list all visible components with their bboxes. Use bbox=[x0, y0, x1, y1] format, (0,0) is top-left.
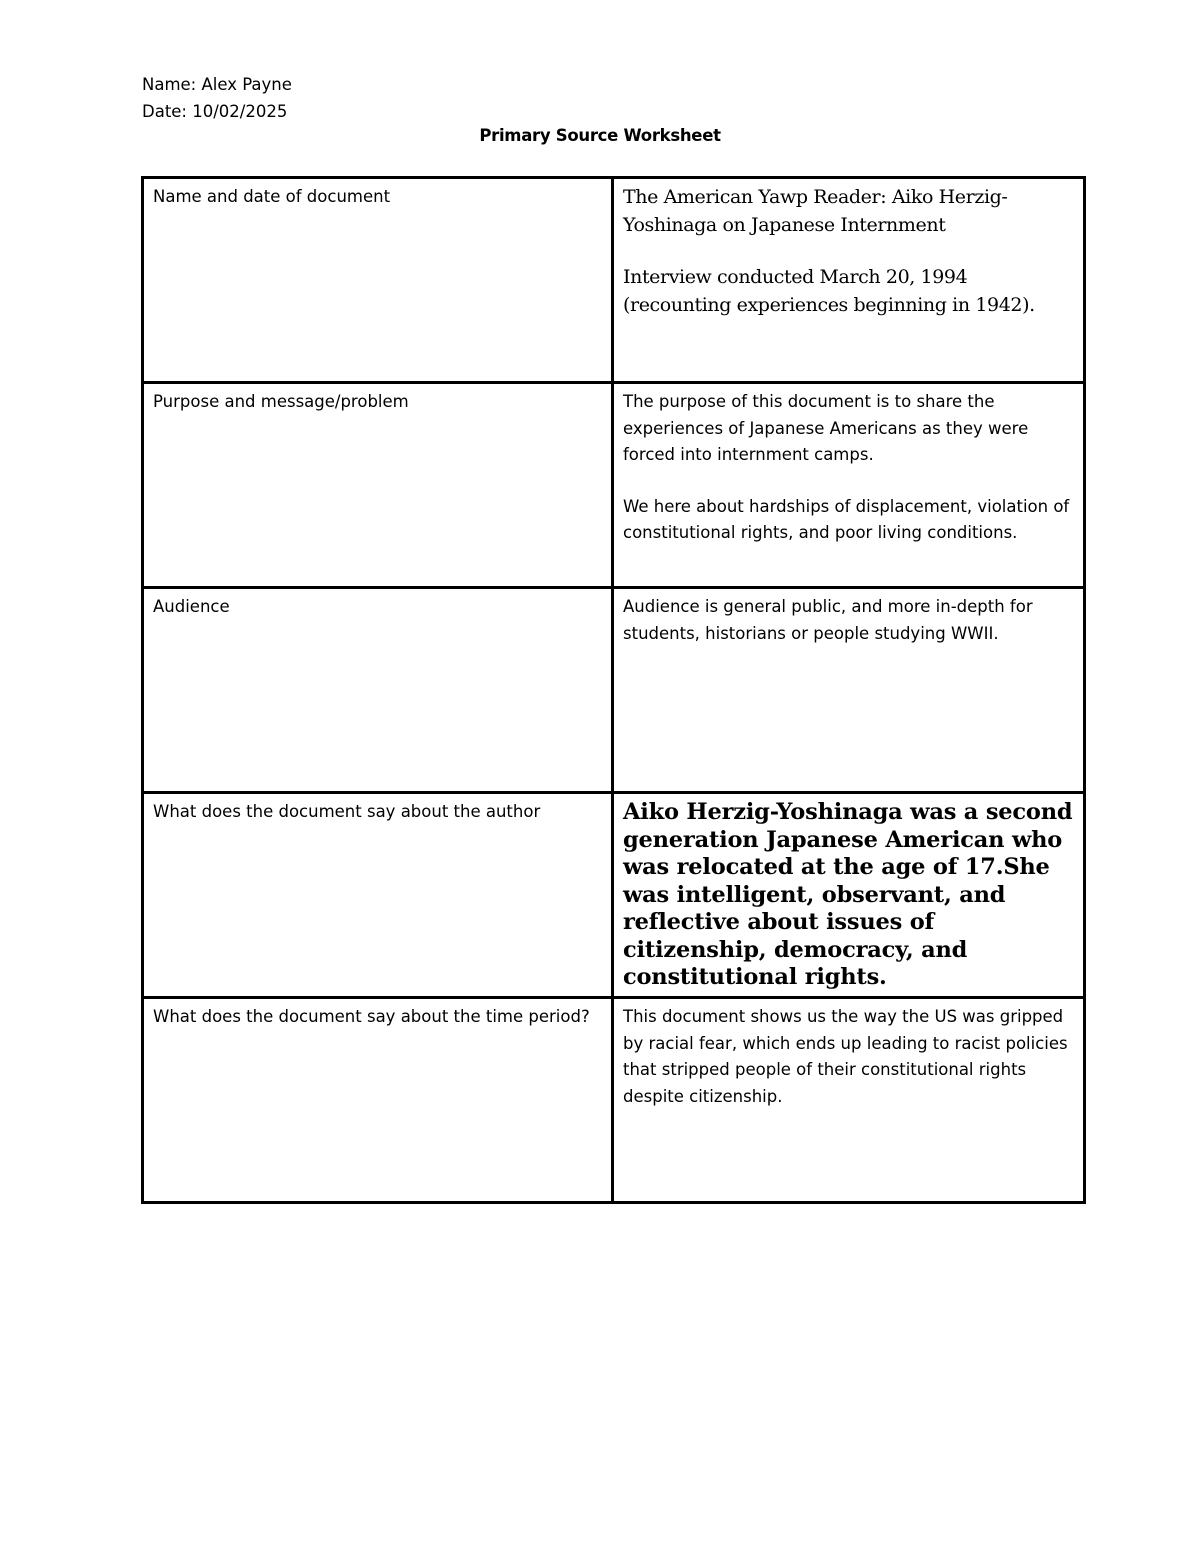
page-title: Primary Source Worksheet bbox=[479, 126, 721, 145]
label-cell: What does the document say about the time period? bbox=[143, 998, 613, 1203]
answer-cell bbox=[613, 588, 1085, 793]
student-name: Name: Alex Payne bbox=[142, 75, 292, 94]
worksheet-table bbox=[141, 176, 1086, 1204]
answer-paragraph: The purpose of this document is to share the experiences of Japanese Americans as they were forced into internment camps. bbox=[623, 392, 1029, 464]
answer-paragraph: We here about hardships of displacement, violation of constitutional rights, and poor living conditions. bbox=[623, 496, 1070, 542]
table-row-purpose bbox=[143, 383, 1085, 588]
answer-paragraph: Interview conducted March 20, 1994 (recounting experiences beginning in 1942). bbox=[623, 266, 1035, 316]
answer-cell bbox=[613, 998, 1085, 1203]
table-row-audience bbox=[143, 588, 1085, 793]
worksheet-date: Date: 10/02/2025 bbox=[142, 102, 288, 121]
answer-paragraph: Audience is general public, and more in-depth for students, historians or people studying WWII. bbox=[623, 597, 1033, 643]
answer-cell bbox=[613, 793, 1085, 998]
answer-paragraph: This document shows us the way the US was gripped by racial fear, which ends up leading to racist policies that stripped people of their constitutional rights despite citizenship. bbox=[623, 1007, 1068, 1106]
label-cell: Purpose and message/problem bbox=[143, 383, 613, 588]
table-row-time-period bbox=[143, 998, 1085, 1203]
label-cell: Name and date of document bbox=[143, 178, 613, 383]
label-cell: Audience bbox=[143, 588, 613, 793]
answer-paragraph: Aiko Herzig-Yoshinaga was a second generation Japanese American who was relocated at the age of 17.She was intelligent, observant, and reflective about issues of citizenship, democracy, and constitutional rights. bbox=[623, 799, 1073, 990]
label-cell: What does the document say about the author bbox=[143, 793, 613, 998]
answer-paragraph: The American Yawp Reader: Aiko Herzig-Yoshinaga on Japanese Internment bbox=[623, 186, 1008, 236]
table-row-author bbox=[143, 793, 1085, 998]
answer-cell bbox=[613, 383, 1085, 588]
answer-cell bbox=[613, 178, 1085, 383]
table-row-document bbox=[143, 178, 1085, 383]
